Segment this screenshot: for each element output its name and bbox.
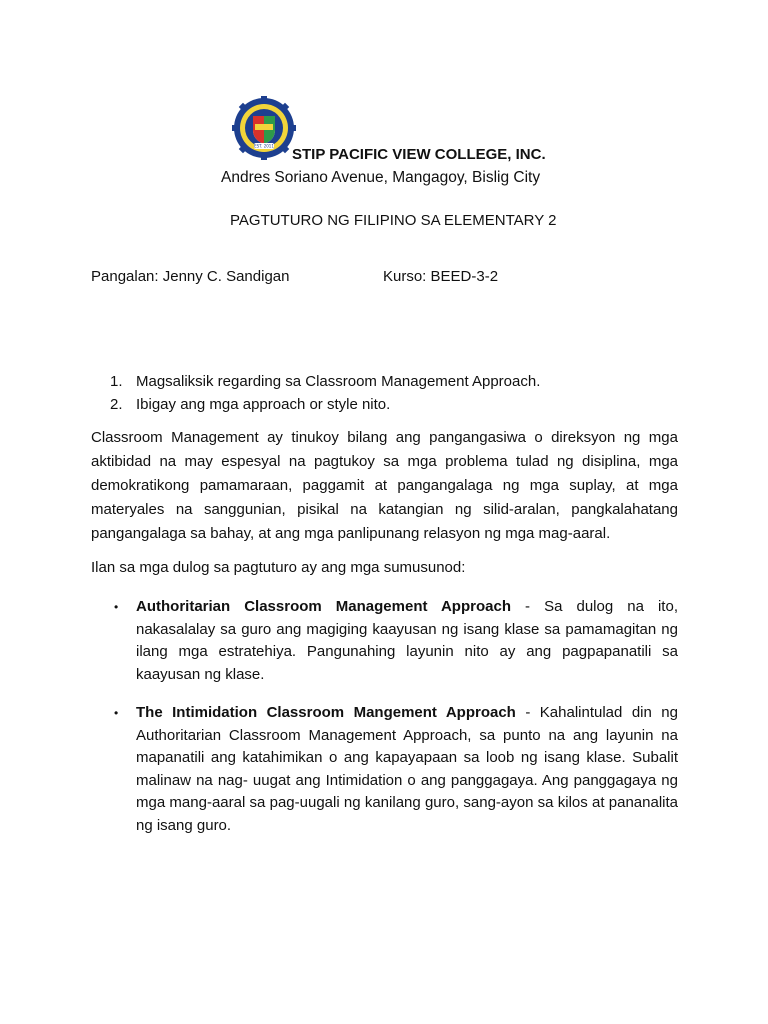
definition-paragraph: Classroom Management ay tinukoy bilang ang pangangasiwa o direksyon ng mga aktibidad na may espesyal na pagtukoy sa mga problema tulad ng disiplina, mga demokratikong pamamaraan, paggamit at pangangalaga ng mga suplay, at mga materyales na sanggunian, pisikal na katangian ng silid-aralan, pangkalahatang pangangalaga sa bahay, at ang mga panlipunang relasyon ng mga mag-aaral. [91, 429, 678, 542]
svg-text:EST. 2011: EST. 2011 [254, 143, 274, 149]
task-item [110, 393, 540, 416]
college-seal-logo [232, 96, 296, 160]
college-address: Andres Soriano Avenue, Mangagoy, Bislig City [221, 169, 541, 186]
approach-title: The Intimidation Classroom Mangement Approach [136, 704, 516, 721]
student-name-field: Pangalan: Jenny C. Sandigan [91, 268, 290, 285]
task-number: 1. [110, 373, 123, 390]
student-course-field: Kurso: BEED-3-2 [383, 268, 499, 285]
approach-text [136, 702, 678, 837]
approach-text [136, 596, 678, 686]
task-text: Magsaliksik regarding sa Classroom Management Approach. [136, 373, 541, 390]
bullet-icon: • [114, 600, 119, 614]
college-name: STIP PACIFIC VIEW COLLEGE, INC. [292, 146, 546, 163]
intro-paragraph: Ilan sa mga dulog sa pagtuturo ay ang mga sumusunod: [91, 559, 466, 576]
bullet-icon: • [114, 706, 119, 720]
task-text: Ibigay ang mga approach or style nito. [136, 396, 391, 413]
task-item [110, 370, 540, 393]
subject-title: PAGTUTURO NG FILIPINO SA ELEMENTARY 2 [230, 212, 557, 229]
approach-title: Authoritarian Classroom Management Approach [136, 598, 511, 615]
approach-description: - Sa dulog na ito, nakasalalay sa guro ang magiging kaayusan ng isang klase sa pamamagitan ng ilang mga estratehiya. Pangunahing layunin nito ay ang pagpapanatili sa kaayusan ng klase. [136, 598, 678, 683]
approach-description: - Kahalintulad din ng Authoritarian Classroom Management Approach, sa punto na ang layunin na mapanatili ang katahimikan o ang kapayapaan sa loob ng isang klase. Subalit malinaw na nag- uugat ang Intimidation o ang panggagaya. Ang panggagaya ng mga mang-aaral sa pag-uugali ng kanilang guro, sang-ayon sa kilos at pananalita ng isang guro. [136, 704, 678, 834]
task-list [110, 370, 540, 416]
task-number: 2. [110, 396, 123, 413]
